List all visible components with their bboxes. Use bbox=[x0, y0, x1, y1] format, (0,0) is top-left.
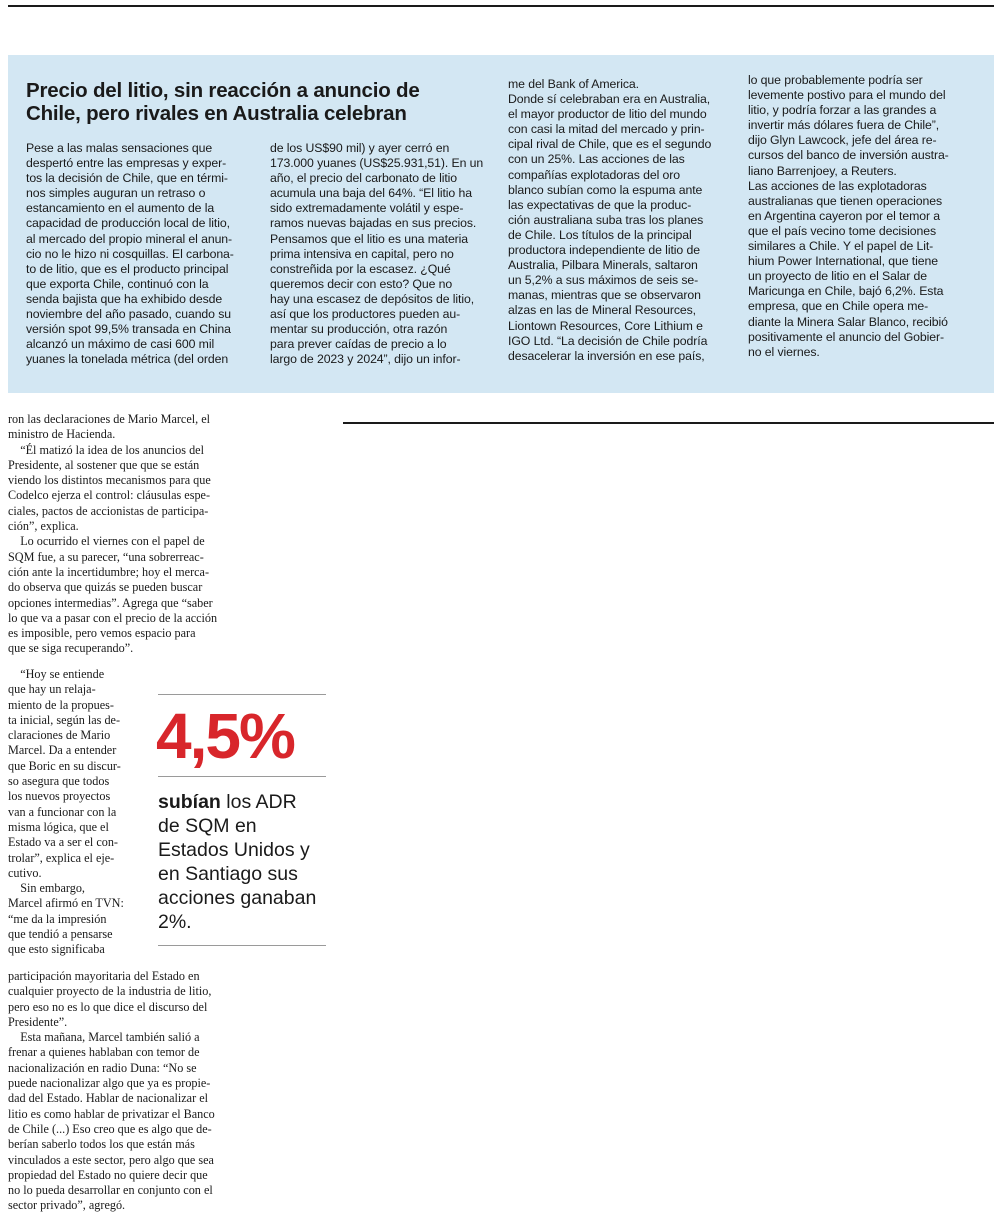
text-line: con un 25%. Las acciones de las bbox=[508, 152, 685, 167]
text-line: ción ante la incertidumbre; hoy el merca- bbox=[8, 564, 210, 579]
text-line: pero eso no es lo que dice el discurso del bbox=[8, 999, 208, 1014]
text-line: do observa que quizás se pueden buscar bbox=[8, 580, 203, 595]
callout-caption-line: en Santiago sus bbox=[158, 863, 298, 885]
text-line: Donde sí celebraban era en Australia, bbox=[508, 92, 711, 107]
text-line: que tendió a pensarse bbox=[8, 927, 113, 942]
text-line: Maricunga en Chile, bajó 6,2%. Esta bbox=[748, 284, 944, 299]
text-line: así que los productores pueden au- bbox=[270, 307, 461, 322]
text-line: cio no le hizo ni cosquillas. El carbona- bbox=[26, 246, 234, 261]
text-line: que Boric en su discur- bbox=[8, 758, 121, 773]
text-line: Marcel. Da a entender bbox=[8, 743, 117, 758]
text-line: Australia, Pilbara Minerals, saltaron bbox=[508, 258, 698, 273]
text-line: no el viernes. bbox=[748, 344, 820, 359]
callout-rule-middle bbox=[158, 776, 326, 777]
text-line: que se siga recuperando”. bbox=[8, 641, 134, 656]
text-line: Presidente, al sostener que que se están bbox=[8, 457, 200, 472]
text-line: vinculados a este sector, pero algo que sea bbox=[8, 1152, 214, 1167]
text-line: ción australiana suba tras los planes bbox=[508, 212, 704, 227]
text-line: yuanes la tonelada métrica (del orden bbox=[26, 352, 229, 367]
text-line: cipal rival de Chile, que es el segundo bbox=[508, 137, 712, 152]
text-line: de Chile (...) Eso creo que es algo que de- bbox=[8, 1121, 212, 1136]
info-box-headline bbox=[26, 79, 486, 125]
text-line: lo que probablemente podría ser bbox=[748, 73, 923, 87]
article-body-top bbox=[8, 412, 248, 657]
text-line: van a funcionar con la bbox=[8, 804, 117, 819]
text-line: participación mayoritaria del Estado en bbox=[8, 969, 200, 983]
text-line: con casi la mitad del mercado y prin- bbox=[508, 122, 705, 137]
callout-caption bbox=[158, 790, 333, 934]
top-rule bbox=[8, 5, 994, 7]
text-line: que esto significaba bbox=[8, 942, 105, 957]
text-line: ron las declaraciones de Mario Marcel, el bbox=[8, 412, 211, 426]
text-line: dad del Estado. Hablar de nacionalizar el bbox=[8, 1091, 208, 1106]
text-line: Esta mañana, Marcel también salió a bbox=[8, 1030, 200, 1045]
text-line: claraciones de Mario bbox=[8, 728, 111, 743]
text-line: sector privado”, agregó. bbox=[8, 1198, 126, 1213]
text-line: tos la decisión de Chile, que en térmi- bbox=[26, 171, 228, 186]
text-line: dijo Glyn Lawcock, jefe del área re- bbox=[748, 133, 937, 148]
info-box-column-4 bbox=[748, 73, 980, 360]
text-line: largo de 2023 y 2024”, dijo un infor- bbox=[270, 352, 461, 367]
text-line: ción”, explica. bbox=[8, 519, 79, 534]
text-line: invertir más dólares fuera de Chile”, bbox=[748, 118, 940, 133]
text-line: año, el precio del carbonato de litio bbox=[270, 171, 458, 186]
text-line: alzas en las de Mineral Resources, bbox=[508, 303, 696, 318]
callout-stat-number: 4,5% bbox=[156, 700, 294, 772]
text-line: levemente postivo para el mundo del bbox=[748, 88, 946, 103]
text-line: versión spot 99,5% transada en China bbox=[26, 322, 231, 337]
text-line: SQM fue, a su parecer, “una sobrerreac- bbox=[8, 549, 204, 564]
text-line: cutivo. bbox=[8, 865, 42, 880]
text-line: IGO Ltd. “La decisión de Chile podría bbox=[508, 333, 708, 348]
text-line: estancamiento en el aumento de la bbox=[26, 201, 215, 216]
callout-caption-line: 2%. bbox=[158, 911, 192, 933]
text-line: compañías explotadoras del oro bbox=[508, 167, 680, 182]
text-line: “me da la impresión bbox=[8, 911, 107, 926]
text-line: que hay un relaja- bbox=[8, 682, 96, 697]
text-line: me del Bank of America. bbox=[508, 77, 639, 91]
article-body-wrap bbox=[8, 667, 138, 958]
text-line: so asegura que todos bbox=[8, 774, 110, 789]
text-line: queremos decir con esto? Que no bbox=[270, 276, 453, 291]
text-line: nacionalización en radio Duna: “No se bbox=[8, 1060, 197, 1075]
text-line: miento de la propues- bbox=[8, 697, 114, 712]
text-line: que el país vecino tome decisiones bbox=[748, 223, 937, 238]
text-line: trolar”, explica el eje- bbox=[8, 850, 115, 865]
text-line: manas, mientras que se observaron bbox=[508, 288, 701, 303]
text-line: to de litio, que es el producto principal bbox=[26, 261, 229, 276]
text-line: Las acciones de las explotadoras bbox=[748, 178, 927, 193]
info-box bbox=[8, 55, 994, 393]
text-line: Presidente”. bbox=[8, 1014, 68, 1029]
text-line: lo que va a pasar con el precio de la acción bbox=[8, 610, 218, 625]
article-body-bottom bbox=[8, 969, 248, 1214]
text-line: capacidad de producción local de litio, bbox=[26, 216, 230, 231]
text-line: al mercado del propio mineral el anun- bbox=[26, 231, 233, 246]
text-line: litio es como hablar de privatizar el Banco bbox=[8, 1106, 215, 1121]
text-line: opciones intermedias”. Agrega que “saber bbox=[8, 595, 213, 610]
text-line: Codelco ejerza el control: cláusulas espe- bbox=[8, 488, 211, 503]
text-line: Sin embargo, bbox=[8, 881, 85, 896]
text-line: berían saberlo todos los que están más bbox=[8, 1137, 195, 1152]
text-line: ramos nuevas bajadas en sus precios. bbox=[270, 216, 477, 231]
text-line: 173.000 yuanes (US$25.931,51). En un bbox=[270, 156, 484, 171]
callout-caption-rest: los ADR bbox=[220, 791, 297, 813]
text-line: el mayor productor de litio del mundo bbox=[508, 107, 707, 122]
text-line: prima intensiva en capital, pero no bbox=[270, 246, 454, 261]
text-line: hium Power International, que tiene bbox=[748, 254, 938, 269]
headline-line: Chile, pero rivales en Australia celebran bbox=[26, 102, 407, 125]
text-line: cursos del banco de inversión austra- bbox=[748, 148, 949, 163]
text-line: “Él matizó la idea de los anuncios del bbox=[8, 442, 204, 457]
text-line: positivamente el anuncio del Gobier- bbox=[748, 329, 944, 344]
headline-line: Precio del litio, sin reacción a anuncio de bbox=[26, 79, 420, 102]
text-line: las expectativas de que la produc- bbox=[508, 197, 692, 212]
text-line: despertó entre las empresas y exper- bbox=[26, 156, 227, 171]
text-line: constreñida por la escasez. ¿Qué bbox=[270, 261, 451, 276]
section-divider bbox=[343, 422, 994, 424]
text-line: desacelerar la inversión en ese país, bbox=[508, 348, 705, 363]
text-line: frenar a quienes hablaban con temor de bbox=[8, 1045, 200, 1060]
text-line: propiedad del Estado no quiere decir que bbox=[8, 1167, 208, 1182]
text-line: Marcel afirmó en TVN: bbox=[8, 896, 124, 911]
text-line: hay una escasez de depósitos de litio, bbox=[270, 291, 475, 306]
text-line: un 5,2% a sus máximos de seis se- bbox=[508, 273, 699, 288]
text-line: sido extremadamente volátil y espe- bbox=[270, 201, 464, 216]
text-line: un proyecto de litio en el Salar de bbox=[748, 269, 928, 284]
text-line: cualquier proyecto de la industria de litio, bbox=[8, 984, 212, 999]
text-line: alcanzó un máximo de casi 600 mil bbox=[26, 337, 215, 352]
text-line: mentar su producción, otra razón bbox=[270, 322, 448, 337]
text-line: Pensamos que el litio es una materia bbox=[270, 231, 469, 246]
text-line: ta inicial, según las de- bbox=[8, 712, 121, 727]
text-line: puede nacionalizar algo que ya es propie- bbox=[8, 1076, 211, 1091]
info-box-column-2 bbox=[270, 141, 496, 367]
text-line: “Hoy se entiende bbox=[8, 667, 105, 681]
text-line: Pese a las malas sensaciones que bbox=[26, 141, 213, 155]
text-line: Estado va a ser el con- bbox=[8, 835, 118, 850]
text-line: misma lógica, que el bbox=[8, 819, 109, 834]
text-line: viendo los distintos mecanismos para que bbox=[8, 473, 211, 488]
text-line: es imposible, pero vemos espacio para bbox=[8, 626, 196, 641]
text-line: nos simples auguran un retraso o bbox=[26, 186, 206, 201]
info-box-column-1 bbox=[26, 141, 262, 367]
text-line: noviembre del año pasado, cuando su bbox=[26, 307, 232, 322]
text-line: de los US$90 mil) y ayer cerró en bbox=[270, 141, 450, 155]
text-line: Lo ocurrido el viernes con el papel de bbox=[8, 534, 205, 549]
callout-caption-line: Estados Unidos y bbox=[158, 839, 310, 861]
text-line: ministro de Hacienda. bbox=[8, 427, 116, 442]
callout-rule-bottom bbox=[158, 945, 326, 946]
text-line: empresa, que en Chile opera me- bbox=[748, 299, 929, 314]
text-line: liano Barrenjoey, a Reuters. bbox=[748, 163, 897, 178]
callout-caption-line bbox=[158, 790, 333, 814]
text-line: Liontown Resources, Core Lithium e bbox=[508, 318, 703, 333]
text-line: para prever caídas de precio a lo bbox=[270, 337, 447, 352]
text-line: diante la Minera Salar Blanco, recibió bbox=[748, 314, 948, 329]
callout-caption-bold: subían bbox=[158, 791, 221, 813]
text-line: senda bajista que ha exhibido desde bbox=[26, 291, 223, 306]
callout-caption-line: acciones ganaban bbox=[158, 887, 317, 909]
text-line: los nuevos proyectos bbox=[8, 789, 111, 804]
text-line: productora independiente de litio de bbox=[508, 243, 700, 258]
text-line: en Argentina cayeron por el temor a bbox=[748, 208, 941, 223]
text-line: similares a Chile. Y el papel de Lit- bbox=[748, 239, 934, 254]
text-line: australianas que tienen operaciones bbox=[748, 193, 943, 208]
callout-caption-line: de SQM en bbox=[158, 815, 257, 837]
text-line: litio, y podría forzar a las grandes a bbox=[748, 103, 937, 118]
text-line: no lo pueda desarrollar en conjunto con el bbox=[8, 1183, 213, 1198]
text-line: ciales, pactos de accionistas de participa- bbox=[8, 503, 209, 518]
text-line: que exporta Chile, continuó con la bbox=[26, 276, 209, 291]
text-line: blanco subían como la espuma ante bbox=[508, 182, 703, 197]
info-box-column-3 bbox=[508, 77, 736, 364]
callout-rule-top bbox=[158, 694, 326, 695]
text-line: de Chile. Los títulos de la principal bbox=[508, 227, 692, 242]
text-line: acumula una baja del 64%. “El litio ha bbox=[270, 186, 472, 201]
